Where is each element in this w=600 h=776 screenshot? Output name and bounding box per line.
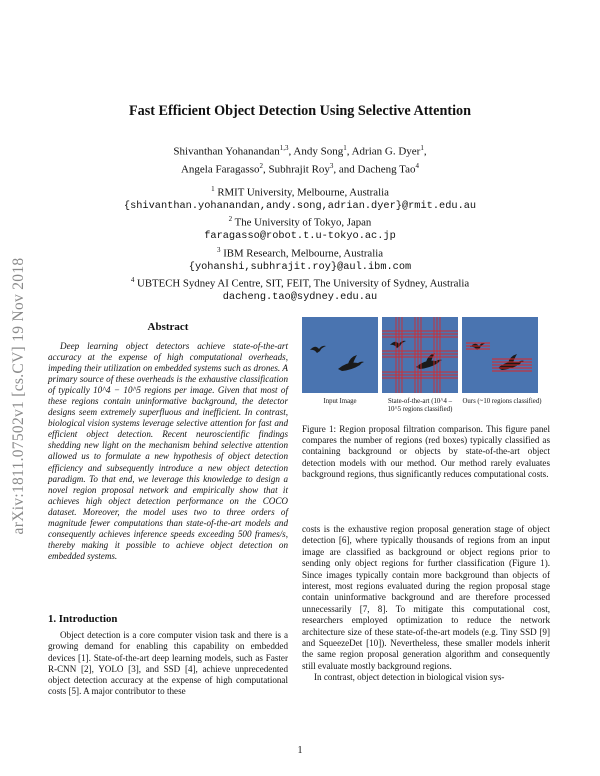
page-number: 1 — [297, 745, 303, 756]
affiliation-text: RMIT University, Melbourne, Australia — [217, 186, 389, 199]
affiliation-name — [0, 274, 600, 291]
author-name: Shivanthan Yohanandan — [173, 145, 280, 158]
affiliation-text: IBM Research, Melbourne, Australia — [223, 247, 384, 260]
figure-panel-input — [302, 317, 378, 393]
figure-panel-sota — [382, 317, 458, 393]
body-paragraph: costs is the exhaustive region proposal generation stage of object detection [6], where typically thousands of regions from an input image are classified as background or object regions prior to sending only object regions for further classification (Figure 1). Since images typically contain more background than objects of interest, most regions evaluated during the region proposal stage contain uninformative background and are therefore processed unnecessarily [7, 8]. To mitigate this computational cost, researchers employed optimization to reduce the network architecture size of these state-of-the-art models (e.g. Tiny SSD [9] and SqueezeDet [10]). Nevertheless, these smaller models inherit the same region proposal generation algorithm and consequently still evaluate mostly background regions. — [302, 524, 550, 671]
abstract-heading: Abstract — [147, 321, 189, 333]
figure-panel-ours — [462, 317, 538, 393]
region-boxes — [382, 317, 458, 393]
affiliation-sup: 4 — [130, 276, 135, 285]
affiliation-name — [0, 244, 600, 261]
arxiv-stamp-text: arXiv:1811.07502v1 [cs.CV] 19 Nov 2018 — [10, 257, 27, 535]
body-paragraph: In contrast, object detection in biological vision sys- — [314, 672, 505, 683]
bird-icon — [310, 346, 326, 353]
author-name: , Subhrajit Roy — [262, 163, 330, 176]
bird-icon — [416, 353, 442, 369]
affiliation-email: {shivanthan.yohanandan,andy.song,adrian.dyer}@rmit.edu.au — [123, 200, 477, 212]
author-sup: 4 — [415, 162, 420, 171]
affiliation-text: UBTECH Sydney AI Centre, SIT, FEIT, The University of Sydney, Australia — [137, 277, 470, 290]
author-sup: 1 — [420, 144, 424, 152]
author-sup: 1 — [343, 144, 347, 152]
right-column-body — [302, 524, 550, 684]
author-sep: , — [423, 145, 427, 158]
sota-image — [382, 317, 458, 393]
affiliation-sup: 1 — [211, 185, 215, 193]
input-image — [302, 317, 378, 393]
figure-label-input: Input Image — [323, 398, 357, 405]
figure-label-sota: State-of-the-art (10^4 – 10^5 regions classified) — [387, 398, 453, 413]
author-name: Angela Faragasso — [180, 163, 260, 176]
affiliation-name — [0, 213, 600, 230]
figure-caption — [302, 424, 550, 480]
intro-body — [48, 630, 288, 698]
affiliation-email: faragasso@robot.t.u-tokyo.ac.jp — [204, 230, 396, 243]
affiliation-name — [0, 183, 600, 200]
intro-text: Object detection is a core computer vision task and there is a growing demand for enabling this capability on embedded devices [1]. State-of-the-art deep learning models, such as Faster R-CNN [2], YOLO [3], and SSD [4], achieve unprecedented object detection accuracy at the expense of high computational costs [5]. A major contributor to these — [48, 630, 288, 697]
bird-icon — [390, 341, 406, 348]
figure-label-ours: Ours (~10 regions classified) — [462, 398, 542, 405]
ours-image — [462, 317, 538, 393]
author-list — [0, 141, 600, 177]
figure-1 — [302, 317, 550, 393]
bird-icon — [338, 355, 364, 371]
affiliation-sup: 3 — [216, 245, 221, 254]
author-name: , and Dacheng Tao — [333, 163, 416, 176]
author-name: , Adrian G. Dyer — [346, 145, 421, 158]
paper-title: Fast Efficient Object Detection Using Selective Attention — [129, 103, 471, 119]
affiliations — [0, 183, 600, 305]
author-sup: 3 — [329, 162, 334, 171]
abstract-text: Deep learning object detectors achieve state-of-the-art accuracy at the expense of high computational overheads, impeding their utilization on embedded systems such as drones. A primary source of these overheads is the exhaustive classification of typically 10^4 − 10^5 regions per image. Given that most of these regions contain uninformative background, the detector designs seem extremely superfluous and inefficient. In contrast, biological vision systems leverage selective attention for fast and efficient object detection. Recent neuroscientific findings shedding new light on the mechanism behind selective attention allowed us to formulate a new hypothesis of object detection efficiency and subsequently introduce a new object detection paradigm. To that end, we leverage this knowledge to design a novel region proposal network and empirically show that it achieves high object detection performance on the COCO dataset. Moreover, the model uses two to three orders of magnitude fewer computations than state-of-the-art models and consequently achieves inference speeds exceeding 500 frames/s, thereby making it possible to achieve object detection on embedded systems. — [48, 341, 288, 561]
author-sup: 2 — [259, 162, 263, 171]
author-name: , Andy Song — [288, 145, 344, 158]
section-heading: 1. Introduction — [48, 613, 118, 625]
affiliation-email: dacheng.tao@sydney.edu.au — [222, 291, 378, 304]
author-sup: 1,3 — [279, 144, 289, 152]
caption-text: Figure 1: Region proposal filtration comparison. This figure panel compares the number of regions (red boxes) typically classified as containing background or objects by state-of-the-art object detection models with our method. Our method rarely evaluates background regions, thus significantly reduces computational costs. — [302, 424, 550, 479]
affiliation-text: The University of Tokyo, Japan — [234, 217, 372, 229]
abstract-body — [48, 341, 288, 562]
affiliation-sup: 2 — [228, 215, 233, 224]
affiliation-email: {yohanshi,subhrajit.roy}@aul.ibm.com — [188, 260, 412, 273]
